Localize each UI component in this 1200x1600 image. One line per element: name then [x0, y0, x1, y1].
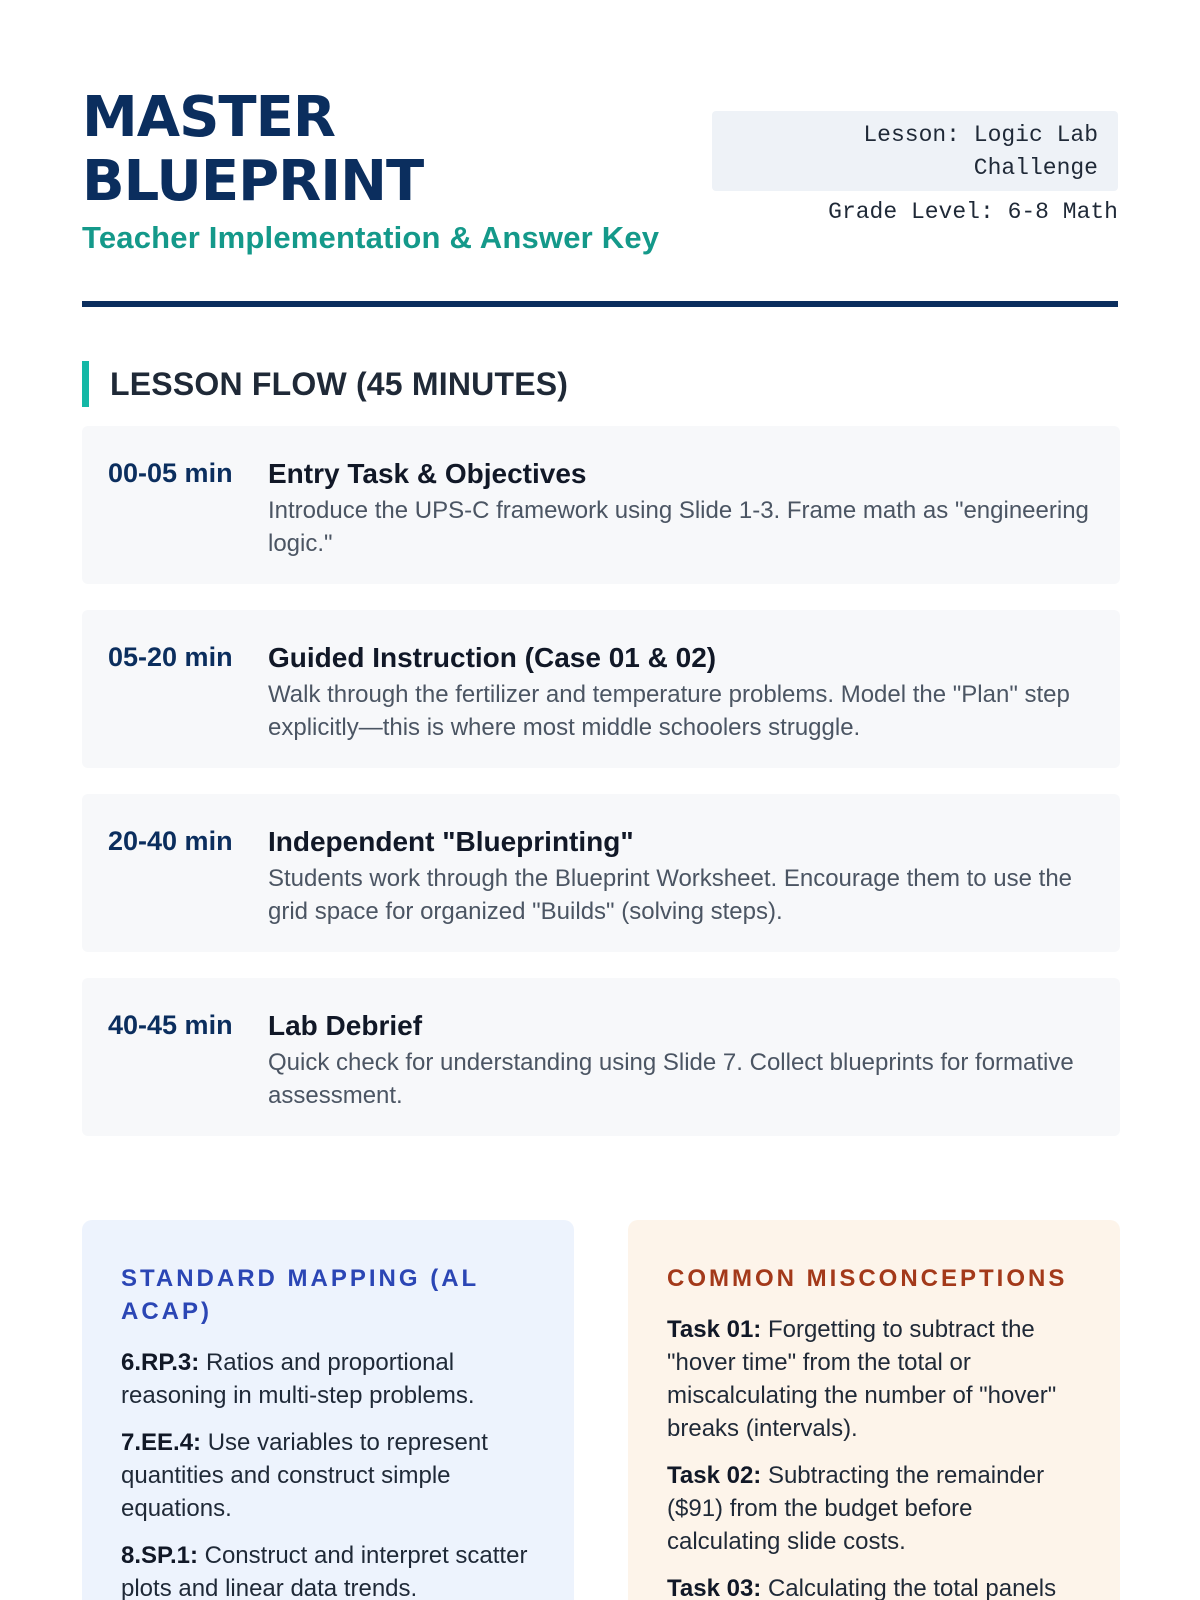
title-line-1: MASTER — [82, 85, 335, 150]
lesson-flow-heading: LESSON FLOW (45 MINUTES) — [82, 361, 568, 407]
grade-level: Grade Level: 6-8 Math — [828, 199, 1118, 225]
misconception-task: Task 01: — [667, 1316, 762, 1343]
flow-time: 40-45 min — [108, 1010, 233, 1040]
flow-description: Introduce the UPS-C framework using Slide 1-3. Frame math as "engineering logic." — [268, 497, 1089, 557]
standards-heading: STANDARD MAPPING (AL ACAP) — [121, 1265, 479, 1325]
flow-time: 00-05 min — [108, 458, 233, 488]
flow-title: Lab Debrief — [268, 1010, 423, 1041]
misconception-item — [667, 1313, 1082, 1445]
flow-description: Quick check for understanding using Slide 7. Collect blueprints for formative assessment. — [268, 1049, 1074, 1109]
standard-code: 8.SP.1: — [121, 1542, 198, 1569]
flow-description: Walk through the fertilizer and temperature problems. Model the "Plan" step explicitly—this is where most middle schoolers struggle. — [268, 681, 1070, 741]
standard-text: Use variables to represent quantities and construct simple equations. — [121, 1429, 488, 1522]
standard-item — [121, 1346, 536, 1412]
flow-card — [82, 426, 1120, 584]
misconception-text: Calculating the total panels — [767, 1575, 1057, 1600]
misconceptions-panel — [628, 1220, 1120, 1600]
page-header — [82, 0, 1118, 300]
misconception-text: Subtracting the remainder ($91) from the budget before calculating slide costs. — [667, 1462, 1045, 1555]
standard-text: Construct and interpret scatter plots and linear data trends. — [121, 1542, 528, 1600]
misconception-task: Task 02: — [667, 1462, 762, 1489]
misconception-task: Task 03: — [667, 1575, 762, 1600]
standard-item — [121, 1539, 536, 1600]
lesson-label-cont: Challenge — [973, 155, 1098, 181]
page-title — [82, 86, 423, 214]
flow-title: Guided Instruction (Case 01 & 02) — [268, 642, 717, 673]
lesson-meta-box — [712, 111, 1118, 191]
misconception-item — [667, 1572, 1082, 1600]
standard-text: Ratios and proportional reasoning in multi-step problems. — [121, 1349, 475, 1409]
flow-card — [82, 978, 1120, 1136]
standard-code: 7.EE.4: — [121, 1429, 202, 1456]
standard-code: 6.RP.3: — [121, 1349, 200, 1376]
flow-title: Independent "Blueprinting" — [268, 826, 634, 857]
standard-item — [121, 1426, 536, 1525]
flow-description: Students work through the Blueprint Worksheet. Encourage them to use the grid space for organized "Builds" (solving steps). — [268, 865, 1073, 925]
misconception-item — [667, 1459, 1082, 1558]
flow-time: 20-40 min — [108, 826, 233, 856]
misconception-text: Forgetting to subtract the "hover time" from the total or miscalculating the number of "hover" breaks (intervals). — [667, 1316, 1057, 1442]
misconceptions-heading: COMMON MISCONCEPTIONS — [667, 1265, 1068, 1292]
standards-panel — [82, 1220, 574, 1600]
flow-title: Entry Task & Objectives — [268, 458, 587, 489]
lesson-label: Lesson: Logic Lab — [863, 122, 1098, 148]
flow-card — [82, 610, 1120, 768]
flow-card — [82, 794, 1120, 952]
title-line-2: BLUEPRINT — [82, 149, 424, 214]
header-divider — [82, 301, 1118, 307]
page-subtitle: Teacher Implementation & Answer Key — [82, 220, 660, 255]
flow-time: 05-20 min — [108, 642, 233, 672]
